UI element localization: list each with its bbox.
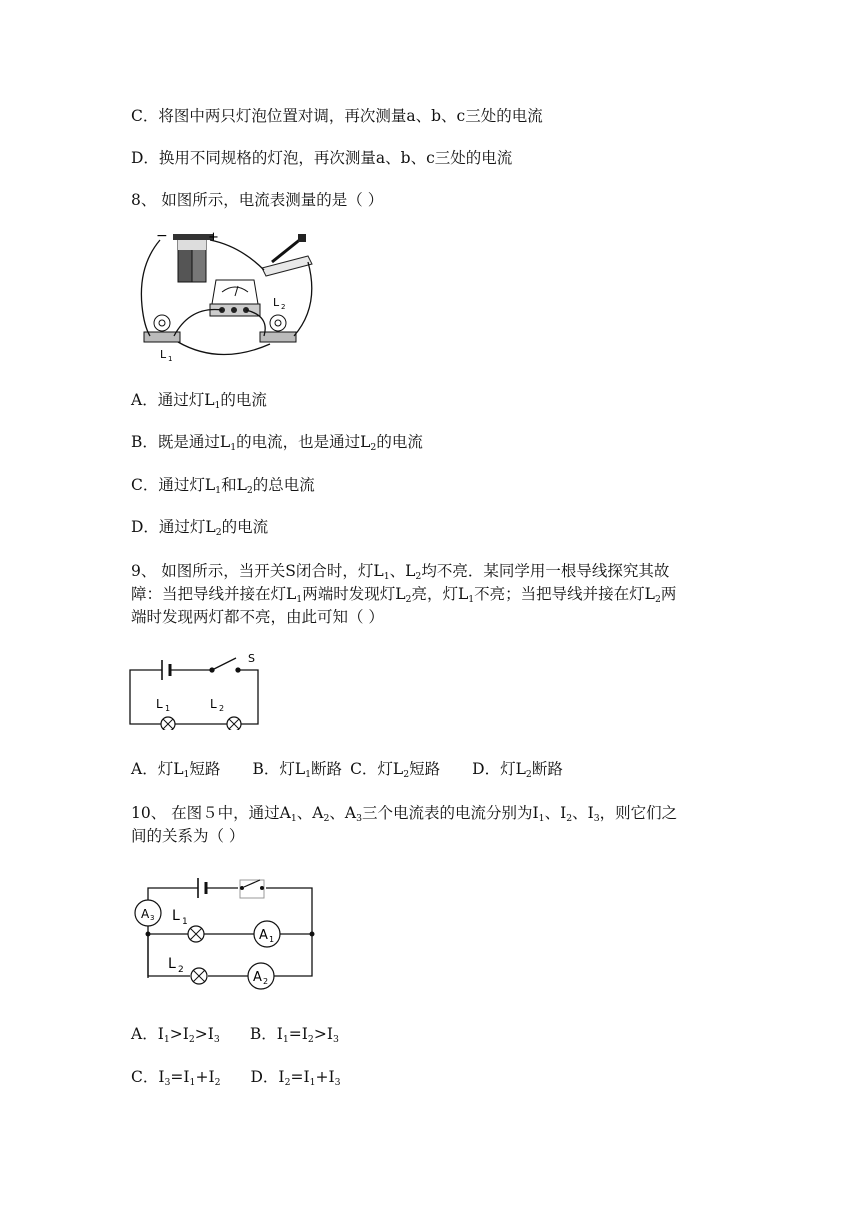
q10-circuit-figure — [128, 870, 320, 992]
text: 短路 — [409, 760, 441, 778]
q10-option-b — [250, 1025, 339, 1043]
text: +I — [315, 1068, 335, 1086]
subscript: 3 — [334, 1077, 341, 1088]
q9-option-b — [252, 760, 342, 778]
a3-label: A — [141, 907, 150, 921]
q9-option-c — [350, 760, 440, 778]
text: =I — [288, 1025, 308, 1043]
switch-s-label: S — [248, 652, 255, 665]
q9-circuit-figure — [128, 650, 268, 730]
switch-icon — [240, 880, 264, 898]
l2-sub: 2 — [281, 303, 286, 311]
q8-stem: 8、 如图所示，电流表测量的是（ ） — [131, 191, 384, 209]
q10-option-a — [131, 1025, 220, 1043]
subscript: 2 — [188, 1034, 195, 1045]
q9-option-d — [472, 760, 563, 778]
text: 均不亮．某同学用一根导线探究其故 — [421, 562, 670, 580]
l2-sub: 2 — [219, 704, 225, 713]
subscript: 2 — [654, 594, 661, 605]
text: 短路 — [189, 760, 221, 778]
text: 9、 如图所示，当开关S闭合时，灯L — [131, 562, 384, 580]
text: 亮，灯L — [411, 585, 469, 603]
subscript: 1 — [230, 442, 237, 453]
text: >I — [313, 1025, 333, 1043]
text: 三个电流表的电流分别为I — [362, 804, 539, 822]
text: C．灯L — [350, 760, 404, 778]
a1-sub: 1 — [269, 935, 275, 944]
l2-label: L — [210, 697, 217, 711]
text: A．灯L — [131, 760, 184, 778]
text: 不亮；当把导线并接在灯L — [474, 585, 655, 603]
a2-label: A — [253, 970, 262, 985]
q8-option-d — [131, 517, 268, 543]
ammeter-a1-icon — [254, 921, 280, 947]
subscript: 1 — [309, 1077, 316, 1088]
text: B．既是通过L — [131, 433, 231, 451]
l1-sub: 1 — [165, 704, 171, 713]
q8-circuit-figure — [130, 226, 315, 368]
q10-options-cd — [131, 1067, 341, 1093]
text: C．I — [131, 1068, 165, 1086]
text: 、I — [544, 804, 567, 822]
subscript: 2 — [566, 813, 573, 824]
text: 的电流 — [376, 433, 423, 451]
subscript: 3 — [213, 1034, 220, 1045]
text: >I — [169, 1025, 189, 1043]
text: 的总电流 — [252, 476, 315, 494]
text: D．灯L — [472, 760, 526, 778]
l2-sub: 2 — [178, 965, 184, 975]
ammeter-a2-icon — [248, 963, 274, 989]
text: A．I — [131, 1025, 164, 1043]
subscript: 2 — [370, 442, 377, 453]
minus-sign: − — [156, 228, 168, 244]
lamp-l2-icon — [191, 968, 207, 984]
subscript: 2 — [415, 571, 422, 582]
q7-option-d: D．换用不同规格的灯泡，再次测量a、b、c三处的电流 — [131, 149, 513, 167]
subscript: 1 — [296, 594, 303, 605]
subscript: 1 — [163, 1034, 170, 1045]
q10-option-c — [131, 1068, 221, 1086]
q9-stem-line-3: 端时发现两灯都不亮，由此可知（ ） — [131, 608, 384, 626]
text: >I — [194, 1025, 214, 1043]
lamp-l1-icon — [161, 717, 175, 730]
text: 的电流，也是通过L — [236, 433, 371, 451]
a1-label: A — [259, 928, 268, 943]
text: 的电流 — [220, 391, 267, 409]
text: D．通过灯L — [131, 518, 216, 536]
q8-option-c — [131, 475, 315, 501]
subscript: 3 — [356, 813, 363, 824]
subscript: 2 — [215, 527, 222, 538]
subscript: 1 — [290, 813, 297, 824]
text: 断路 — [531, 760, 563, 778]
subscript: 3 — [593, 813, 600, 824]
text: 、A — [329, 804, 357, 822]
subscript: 1 — [282, 1034, 289, 1045]
q9-options — [131, 759, 563, 785]
subscript: 1 — [215, 485, 222, 496]
lamp-l1-icon — [188, 926, 204, 942]
q10-option-d — [251, 1068, 341, 1086]
subscript: 3 — [164, 1077, 171, 1088]
l1-label: L — [156, 697, 163, 711]
text: A．通过灯L — [131, 391, 215, 409]
text: 的电流 — [221, 518, 269, 536]
ammeter-a3-icon — [135, 900, 161, 926]
text: 障：当把导线并接在灯L — [131, 585, 297, 603]
l1-sub: 1 — [182, 917, 188, 927]
subscript: 2 — [403, 769, 410, 780]
subscript: 1 — [183, 769, 190, 780]
l1-label: L — [172, 908, 180, 924]
subscript: 1 — [189, 1077, 196, 1088]
subscript: 1 — [383, 571, 390, 582]
text: D．I — [250, 1068, 285, 1086]
q10-stem-line-2: 间的关系为（ ） — [131, 827, 245, 845]
ammeter-icon — [210, 280, 260, 316]
text: +I — [195, 1068, 215, 1086]
subscript: 2 — [307, 1034, 314, 1045]
plus-sign: + — [208, 230, 219, 245]
subscript: 1 — [214, 400, 221, 411]
text: =I — [290, 1068, 310, 1086]
subscript: 2 — [525, 769, 532, 780]
bulb-l1-icon — [144, 315, 180, 363]
l1-sub: 1 — [168, 355, 173, 363]
subscript: 3 — [332, 1034, 339, 1045]
a2-sub: 2 — [263, 977, 269, 986]
subscript: 1 — [468, 594, 475, 605]
battery-icon — [156, 228, 219, 282]
q9-option-a — [131, 760, 220, 778]
knife-switch-icon — [262, 234, 312, 276]
text: 10、 在图５中，通过A — [131, 804, 291, 822]
text: 和L — [221, 476, 247, 494]
text: B．I — [249, 1025, 283, 1043]
subscript: 2 — [284, 1077, 291, 1088]
text: 、I — [572, 804, 594, 822]
q8-option-a — [131, 390, 267, 416]
text: C．通过灯L — [131, 476, 216, 494]
subscript: 2 — [214, 1077, 221, 1088]
text: 、L — [389, 562, 416, 580]
subscript: 1 — [538, 813, 545, 824]
lamp-l2-icon — [227, 717, 241, 730]
subscript: 2 — [323, 813, 330, 824]
text: =I — [170, 1068, 190, 1086]
q8-option-b — [131, 432, 423, 458]
text: ，则它们之 — [599, 804, 678, 822]
l1-label: L — [160, 348, 167, 361]
q7-option-c: C．将图中两只灯泡位置对调，再次测量a、b、c三处的电流 — [131, 107, 543, 125]
subscript: 2 — [405, 594, 412, 605]
text: 两端时发现灯L — [302, 585, 406, 603]
text: 、A — [296, 804, 324, 822]
l2-label: L — [168, 956, 176, 972]
a3-sub: 3 — [150, 914, 155, 922]
subscript: 2 — [246, 485, 253, 496]
text: 两 — [660, 585, 677, 603]
l2-label: L — [273, 296, 280, 309]
text: 断路 — [311, 760, 343, 778]
bulb-l2-icon — [260, 296, 296, 342]
text: B．灯L — [252, 760, 306, 778]
subscript: 1 — [305, 769, 312, 780]
q10-options-ab — [131, 1024, 339, 1050]
